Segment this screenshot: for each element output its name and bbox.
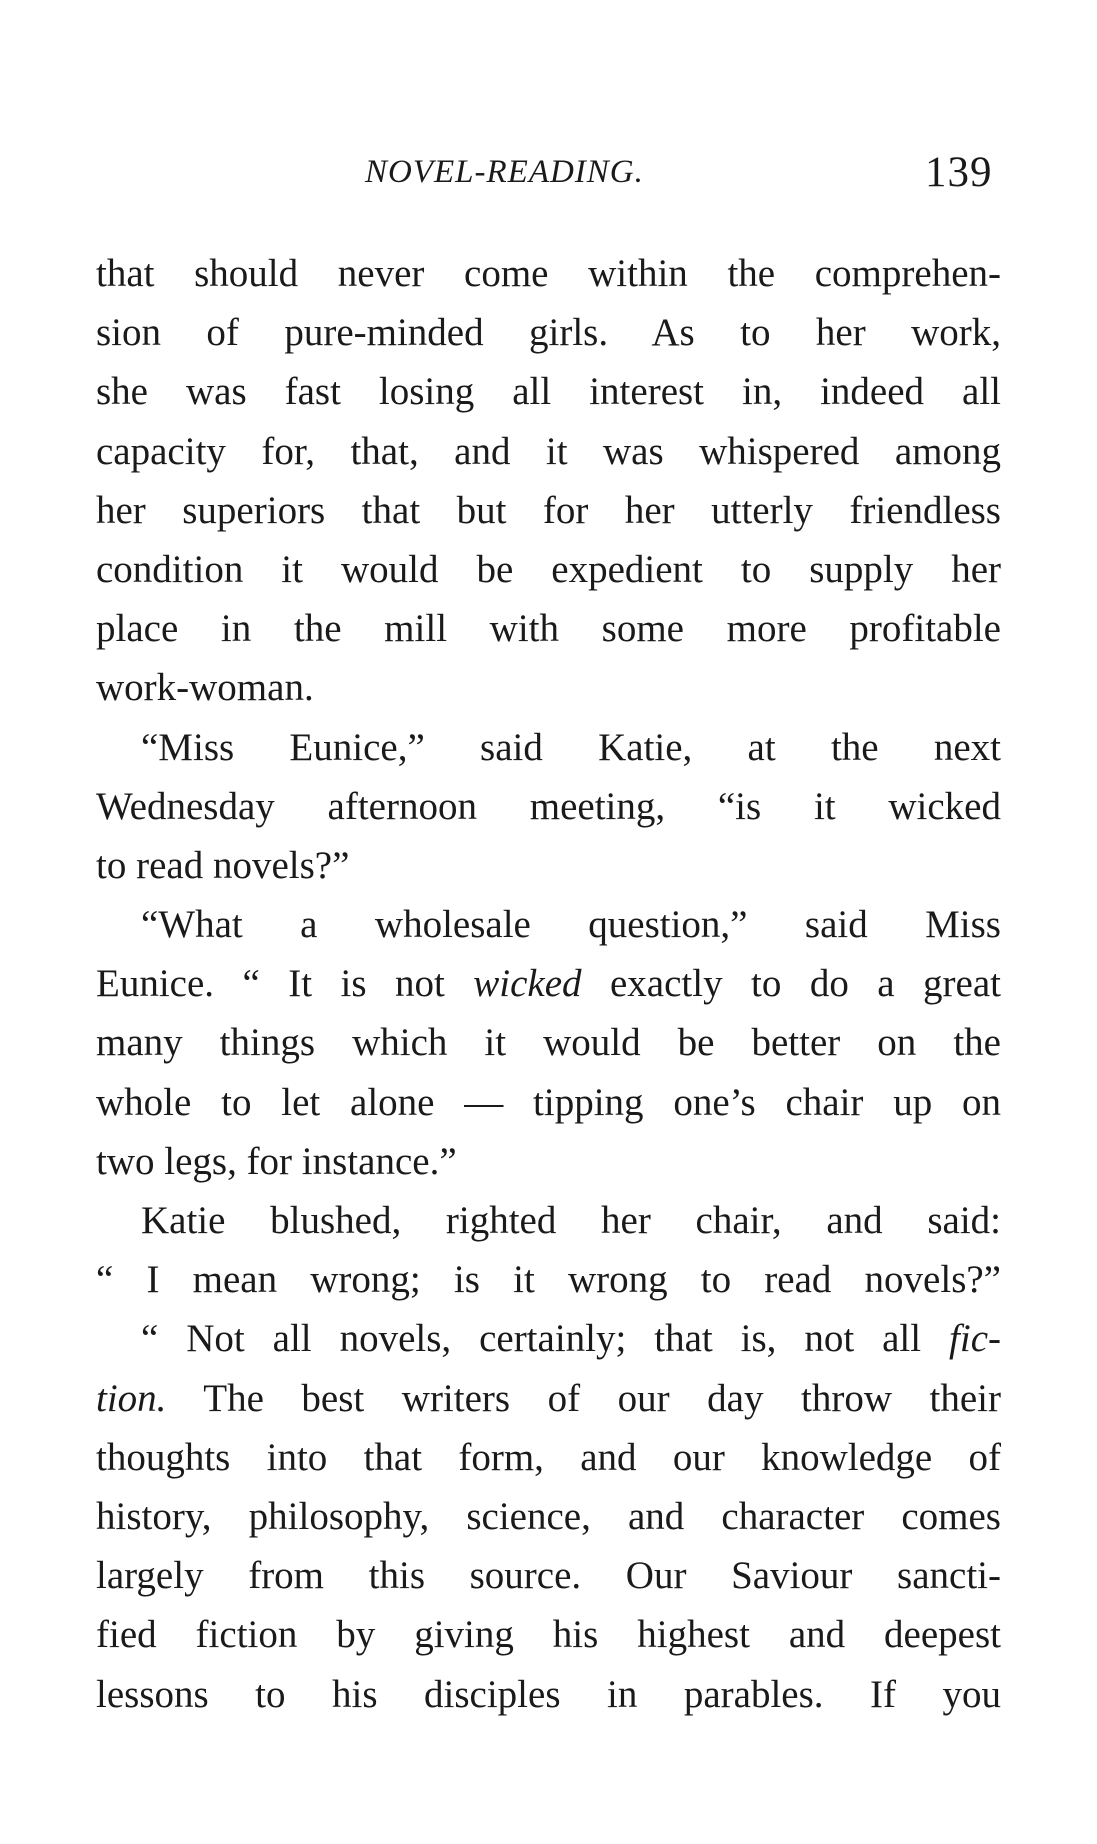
text-line: sion of pure-minded girls. As to her work, (96, 311, 1001, 355)
text-line: that should never come within the comprehen- (96, 252, 1001, 295)
text-line: history, philosophy, science, and character comes (96, 1494, 1001, 1538)
text-line: work-woman. (96, 666, 314, 710)
italic-word: wicked (473, 962, 582, 1006)
text-line: many things which it would be better on the (96, 1021, 1001, 1065)
text-line: condition it would be expedient to supply her (96, 547, 1001, 591)
text-line: Wednesday afternoon meeting, “is it wicked (96, 784, 1001, 828)
text-line: her superiors that but for her utterly friendless (96, 488, 1001, 532)
text-line: fied fiction by giving his highest and deepest (96, 1613, 1001, 1657)
text-line: she was fast losing all interest in, indeed all (96, 370, 1001, 414)
text-line: whole to let alone — tipping one’s chair up on (96, 1080, 1001, 1124)
text-fragment: “ Not all novels, certainly; that is, not all (141, 1317, 950, 1361)
italic-word: fic- (949, 1317, 1001, 1361)
text-line (96, 954, 1001, 1013)
page-number: 139 (925, 149, 993, 196)
text-line: two legs, for instance.” (96, 1139, 457, 1183)
body-text (96, 244, 1001, 1724)
text-line: thoughts into that form, and our knowledge of (96, 1435, 1001, 1479)
text-line: place in the mill with some more profitable (96, 607, 1001, 651)
text-line: “Miss Eunice,” said Katie, at the next (141, 725, 1001, 769)
text-line: to read novels?” (96, 843, 350, 887)
running-head (0, 148, 1097, 208)
text-line: “ I mean wrong; is it wrong to read novels?” (96, 1258, 1001, 1302)
text-fragment: exactly to do a great (581, 962, 1001, 1006)
text-line: capacity for, that, and it was whispered among (96, 429, 1001, 473)
text-fragment: Eunice. “ It is not (96, 962, 474, 1006)
text-line: Katie blushed, righted her chair, and said: (141, 1199, 1001, 1242)
italic-word: tion. (96, 1376, 167, 1420)
text-line (96, 1369, 1001, 1428)
text-fragment: The best writers of our day throw their (166, 1376, 1001, 1420)
text-line (96, 1309, 1001, 1368)
running-title: NOVEL-READING. (365, 154, 644, 190)
text-line: “What a wholesale question,” said Miss (141, 903, 1001, 947)
text-line: largely from this source. Our Saviour sancti- (96, 1554, 1001, 1598)
text-line: lessons to his disciples in parables. If you (96, 1672, 1001, 1716)
